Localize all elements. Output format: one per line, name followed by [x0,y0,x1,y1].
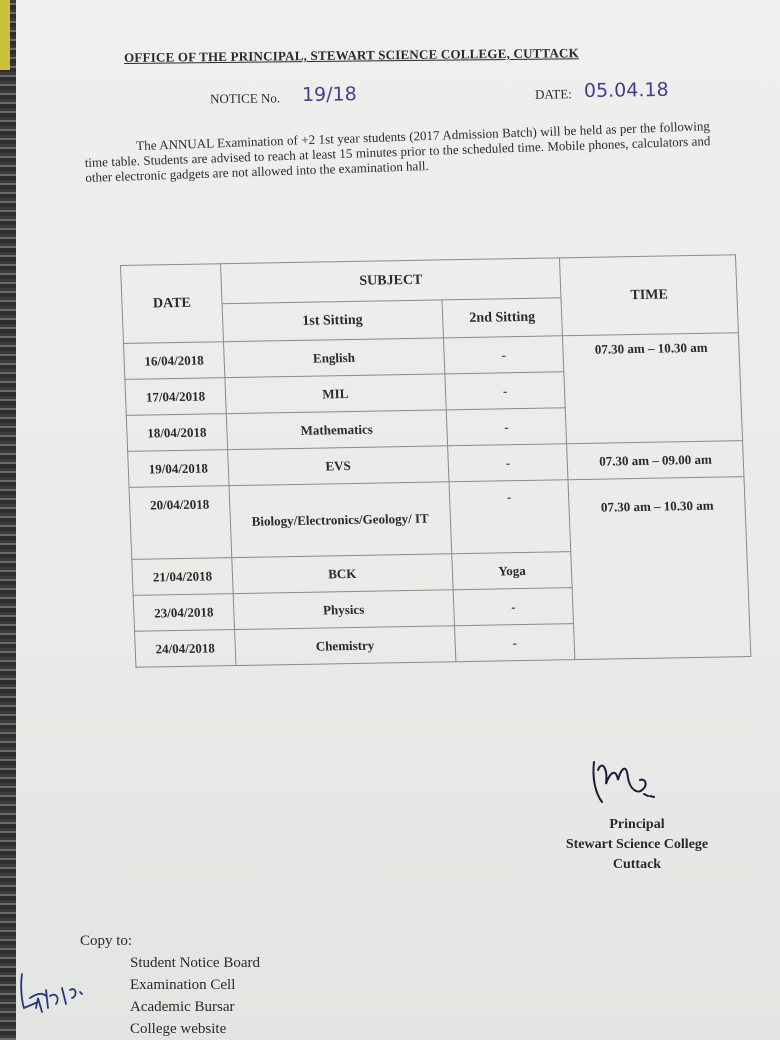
signatory-title: Principal [609,817,665,832]
copy-to-list [80,952,260,1040]
cell-date: 17/04/2018 [125,378,226,416]
table-row [129,477,747,560]
signatory-college: Stewart Science College [565,837,709,852]
cell-second: - [453,588,574,626]
header-time: TIME [560,255,739,336]
notice-paragraph: The ANNUAL Examination of +2 1st year students (2017 Admission Batch) will be held as per the following time table. Students are advised to reach at least 15 minutes prior to the scheduled time. Mobile phones, calculators and other electronic gadgets are not allowed into the examination hall. [84,118,711,185]
scanned-edge [0,0,16,1040]
cell-time: 07.30 am – 09.00 am [567,441,744,480]
cell-first: Mathematics [226,410,447,450]
copy-to-label: Copy to: [80,933,133,949]
header-first-sitting: 1st Sitting [222,300,443,342]
signatory-city: Cuttack [612,857,662,872]
cell-second: - [446,408,567,446]
header-second-sitting: 2nd Sitting [442,298,563,338]
cell-date: 21/04/2018 [132,558,233,596]
timetable [120,254,751,668]
office-header: OFFICE OF THE PRINCIPAL, STEWART SCIENCE COLLEGE, CUTTACK [124,45,579,65]
cell-first: Physics [233,590,454,630]
cell-second: - [447,444,568,482]
notice-number: 19/18 [301,83,357,106]
list-item: Student Notice Board [130,955,260,971]
edge-highlight [0,0,10,70]
cell-time: 07.30 am – 10.30 am [563,333,743,444]
notice-date: 05.04.18 [583,78,669,103]
list-item: Academic Bursar [130,999,235,1015]
timetable-table [120,254,751,668]
cell-time: 07.30 am – 10.30 am [568,477,750,660]
cell-first: Chemistry [234,626,455,666]
cell-second: - [449,480,571,554]
header-date: DATE [121,264,224,344]
cell-date: 19/04/2018 [128,450,229,488]
cell-second: Yoga [451,552,572,590]
cell-date: 20/04/2018 [129,486,232,560]
date-label: DATE: [534,86,572,102]
cell-second: - [443,336,564,374]
cell-first: English [223,338,444,378]
cell-first: MIL [225,374,446,414]
cell-first: BCK [232,554,453,594]
list-item: College website [130,1021,227,1037]
cell-date: 18/04/2018 [126,414,227,452]
cell-date: 16/04/2018 [124,342,225,380]
cell-date: 24/04/2018 [135,630,236,668]
header-subject: SUBJECT [220,258,561,304]
notice-label: NOTICE No. [209,90,281,107]
cell-second: - [445,372,566,410]
cell-first: Biology/Electronics/Geology/ IT [229,482,452,558]
principal-signature [588,750,658,810]
handwritten-initials [16,968,96,1018]
signatory-block [542,815,732,875]
list-item: Examination Cell [130,977,236,993]
cell-second: - [454,624,575,662]
cell-first: EVS [228,446,449,486]
cell-date: 23/04/2018 [133,594,234,632]
copy-to-block [80,930,260,1040]
